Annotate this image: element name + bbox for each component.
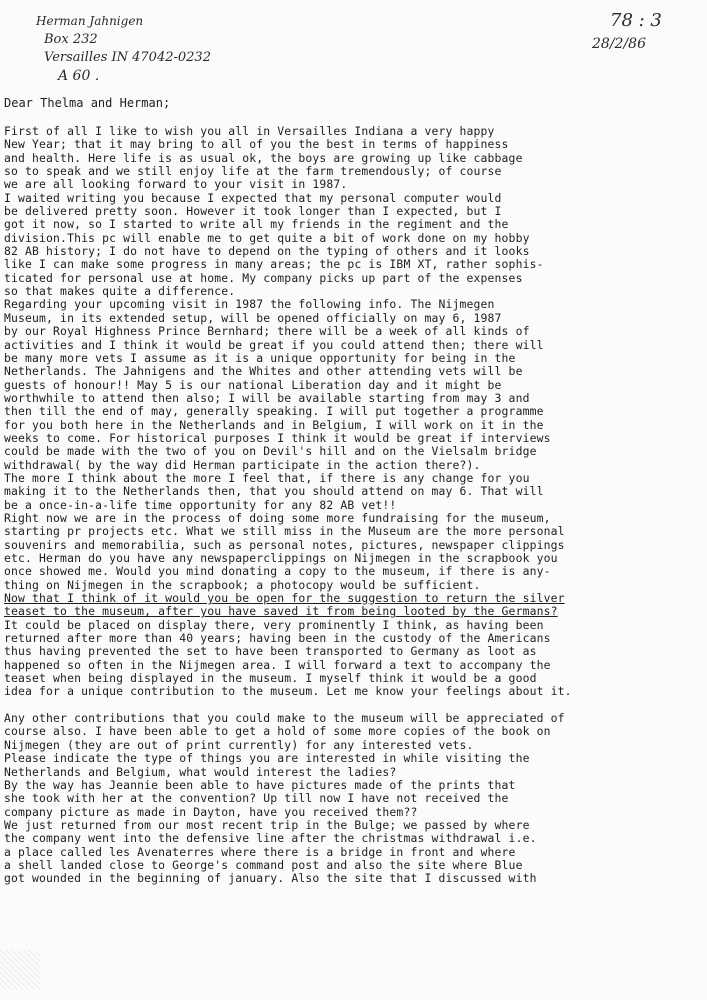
letter-line: once showed me. Would you mind donating a copy to the museum, if there is any- bbox=[4, 564, 551, 579]
letter-line: By the way has Jeannie been able to have pictures made of the prints that bbox=[4, 777, 516, 792]
letter-line: then till the end of may, generally speaking. I will put together a programme bbox=[4, 404, 544, 419]
address-city: Versailles IN 47042-0232 bbox=[44, 50, 211, 65]
letter-line: and health. Here life is as usual ok, the boys are growing up like cabbage bbox=[4, 150, 523, 165]
letter-line: teaset to the museum, after you have saved it from being looted by the Germans? bbox=[4, 604, 558, 619]
letter-line: so that makes quite a difference. bbox=[4, 284, 236, 299]
letter-line: returned after more than 40 years; having been in the custody of the Americans bbox=[4, 631, 551, 646]
letter-line: Netherlands and Belgium, what would interest the ladies? bbox=[4, 764, 397, 779]
letter-line: got wounded in the beginning of january. Also the site that I discussed with bbox=[4, 871, 537, 886]
letter-line: making it to the Netherlands then, that you should attend on may 6. That will bbox=[4, 484, 544, 499]
letter-line: like I can make some progress in many areas; the pc is IBM XT, rather sophis- bbox=[4, 257, 544, 272]
letter-line: company picture as made in Dayton, have you received them?? bbox=[4, 804, 418, 819]
letter-line: be a once-in-a-life time opportunity for any 82 AB vet!! bbox=[4, 497, 397, 512]
letter-line: guests of honour!! May 5 is our national Liberation day and it might be bbox=[4, 377, 502, 392]
letter-line: could be made with the two of you on Devil's hill and on the Vielsalm bridge bbox=[4, 444, 537, 459]
letter-line: course also. I have been able to get a hold of some more copies of the book on bbox=[4, 724, 551, 739]
letter-line: division.This pc will enable me to get quite a bit of work done on my hobby bbox=[4, 230, 530, 245]
letter-line: Regarding your upcoming visit in 1987 the following info. The Nijmegen bbox=[4, 297, 495, 312]
letter-line: happened so often in the Nijmegen area. I will forward a text to accompany the bbox=[4, 657, 551, 672]
letter-line: I waited writing you because I expected that my personal computer would bbox=[4, 190, 502, 205]
letter-line: we are all looking forward to your visit in 1987. bbox=[4, 177, 348, 192]
letter-line: she took with her at the convention? Up till now I have not received the bbox=[4, 791, 509, 806]
letter-line: New Year; that it may bring to all of you the best in terms of happiness bbox=[4, 137, 509, 152]
letter-line: Nijmegen (they are out of print currently) for any interested vets. bbox=[4, 737, 474, 752]
letter-line: by our Royal Highness Prince Bernhard; there will be a week of all kinds of bbox=[4, 324, 530, 339]
handwritten-note: A 60 . bbox=[58, 68, 100, 84]
letter-line: Netherlands. The Jahnigens and the Whites and other attending vets will be bbox=[4, 364, 523, 379]
letter-line: got it now, so I started to write all my friends in the regiment and the bbox=[4, 217, 509, 232]
letter-line: thus having prevented the set to have been transported to Germany as loot as bbox=[4, 644, 537, 659]
letter-line: The more I think about the more I feel that, if there is any change for you bbox=[4, 470, 530, 485]
letter-line: starting pr projects etc. What we still miss in the Museum are the more personal bbox=[4, 524, 565, 539]
letter-line: worthwhile to attend then also; I will be available starting from may 3 and bbox=[4, 390, 530, 405]
letter-line: Museum, in its extended setup, will be opened officially on may 6, 1987 bbox=[4, 310, 502, 325]
letter-line: the company went into the defensive line after the christmas withdrawal i.e. bbox=[4, 831, 537, 846]
letter-line: It could be placed on display there, very prominently I think, as having been bbox=[4, 617, 544, 632]
letter-line: withdrawal( by the way did Herman participate in the action there?). bbox=[4, 457, 481, 472]
letter-line: thing on Nijmegen in the scrapbook; a photocopy would be sufficient. bbox=[4, 577, 481, 592]
letter-line: so to speak and we still enjoy life at the farm tremendously; of course bbox=[4, 164, 502, 179]
letter-line: be delivered pretty soon. However it took longer than I expected, but I bbox=[4, 204, 502, 219]
salutation: Dear Thelma and Herman; bbox=[4, 96, 171, 110]
address-name: Herman Jahnigen bbox=[36, 14, 144, 28]
letter-line: teaset when being displayed in the museum. I myself think it would be a good bbox=[4, 671, 537, 686]
reference-date: 28/2/86 bbox=[592, 36, 646, 52]
letter-line: for you both here in the Netherlands and in Belgium, I will work on it in the bbox=[4, 417, 544, 432]
letter-line: a shell landed close to George's command post and also the site where Blue bbox=[4, 857, 523, 872]
letter-line: idea for a unique contribution to the museum. Let me know your feelings about it. bbox=[4, 684, 572, 699]
letter-line: First of all I like to wish you all in Versailles Indiana a very happy bbox=[4, 124, 495, 138]
letter-line: Please indicate the type of things you are interested in while visiting the bbox=[4, 751, 530, 766]
letter-line bbox=[4, 699, 704, 712]
reference-code: 78 : 3 bbox=[610, 10, 662, 31]
letter-line: souvenirs and memorabilia, such as personal notes, pictures, newspaper clippings bbox=[4, 537, 565, 552]
letter-line: 82 AB history; I do not have to depend on the typing of others and it looks bbox=[4, 244, 530, 259]
letter-line: We just returned from our most recent trip in the Bulge; we passed by where bbox=[4, 817, 530, 832]
letter-body bbox=[4, 125, 704, 886]
letter-line: be many more vets I assume as it is a unique opportunity for being in the bbox=[4, 350, 516, 365]
letter-line: weeks to come. For historical purposes I think it would be great if interviews bbox=[4, 430, 551, 445]
letter-line: activities and I think it would be great if you could attend then; there will bbox=[4, 337, 544, 352]
letter-line: Now that I think of it would you be open for the suggestion to return the silver bbox=[4, 591, 565, 606]
letter-line: a place called les Avenaterres where there is a bridge in front and where bbox=[4, 844, 516, 859]
scan-artifact bbox=[0, 950, 40, 990]
letter-line: Right now we are in the process of doing some more fundraising for the museum, bbox=[4, 510, 551, 525]
letter-line: etc. Herman do you have any newspaperclippings on Nijmegen in the scrapbook you bbox=[4, 551, 558, 565]
address-box: Box 232 bbox=[44, 32, 98, 47]
letter-line: Any other contributions that you could make to the museum will be appreciated of bbox=[4, 711, 565, 726]
letter-line: ticated for personal use at home. My company picks up part of the expenses bbox=[4, 270, 523, 285]
